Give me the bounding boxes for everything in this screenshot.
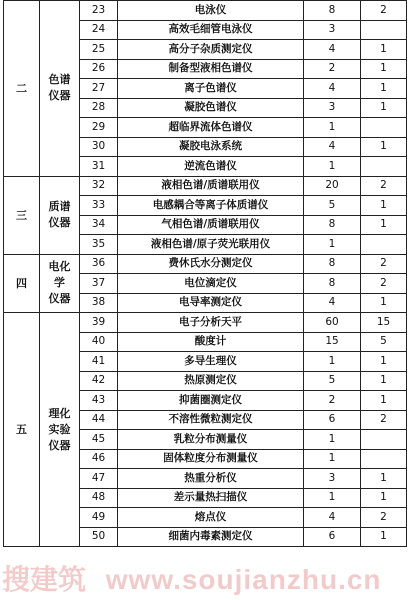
item-index: 24 [80,20,118,40]
quantity-a: 15 [304,332,361,352]
quantity-b [361,430,407,450]
instrument-name: 电导率测定仪 [118,293,304,313]
quantity-b: 1 [361,79,407,99]
quantity-a: 4 [304,508,361,528]
quantity-b: 1 [361,98,407,118]
item-index: 45 [80,430,118,450]
quantity-b: 1 [361,59,407,79]
quantity-b: 1 [361,488,407,508]
item-index: 38 [80,293,118,313]
instrument-name: 电感耦合等离子体质谱仪 [118,196,304,216]
watermark [0,560,409,600]
quantity-a: 8 [304,1,361,21]
quantity-a: 1 [304,430,361,450]
instrument-name: 热原测定仪 [118,371,304,391]
instrument-name: 液相色谱/质谱联用仪 [118,176,304,196]
instrument-name: 逆流色谱仪 [118,157,304,177]
item-index: 30 [80,137,118,157]
quantity-a: 2 [304,391,361,411]
quantity-a: 3 [304,469,361,489]
quantity-a: 4 [304,293,361,313]
table-row [4,254,407,274]
item-index: 28 [80,98,118,118]
quantity-a: 1 [304,352,361,372]
quantity-a: 4 [304,79,361,99]
instrument-name: 液相色谱/原子荧光联用仪 [118,235,304,255]
instrument-name: 多导生理仪 [118,352,304,372]
category-name [40,313,80,547]
quantity-b: 2 [361,410,407,430]
quantity-a: 4 [304,137,361,157]
quantity-a: 1 [304,449,361,469]
quantity-b [361,157,407,177]
quantity-b: 1 [361,371,407,391]
category-name-line: 学 [54,276,65,290]
quantity-b: 1 [361,196,407,216]
instrument-name: 差示量热扫描仪 [118,488,304,508]
instrument-name: 制备型液相色谱仪 [118,59,304,79]
category-name-line: 仪器 [48,216,71,229]
item-index: 26 [80,59,118,79]
item-index: 42 [80,371,118,391]
instrument-name: 乳粒分布测量仪 [118,430,304,450]
instrument-name: 电泳仪 [118,1,304,21]
instrument-name: 电子分析天平 [118,313,304,333]
item-index: 44 [80,410,118,430]
instrument-name: 固体粒度分布测量仪 [118,449,304,469]
category-name-line: 仪器 [48,438,71,452]
category-name-line: 理化 [48,406,71,420]
instrument-name: 气相色谱/质谱联用仪 [118,215,304,235]
category-name-line: 色谱 [48,73,71,87]
quantity-b: 2 [361,254,407,274]
instrument-name: 热重分析仪 [118,469,304,489]
instrument-name: 熔点仪 [118,508,304,528]
watermark-cn: 搜建筑 [2,563,87,596]
instrument-name: 离子色谱仪 [118,79,304,99]
category-name-line: 仪器 [48,89,71,103]
quantity-b: 2 [361,508,407,528]
item-index: 40 [80,332,118,352]
quantity-b: 15 [361,313,407,333]
item-index: 41 [80,352,118,372]
quantity-b: 1 [361,293,407,313]
quantity-b [361,235,407,255]
item-index: 29 [80,118,118,138]
instrument-name: 费休氏水分测定仪 [118,254,304,274]
quantity-a: 8 [304,254,361,274]
quantity-a: 6 [304,410,361,430]
quantity-b: 1 [361,40,407,60]
instrument-name: 超临界流体色谱仪 [118,118,304,138]
category-number: 五 [4,313,40,547]
quantity-b: 1 [361,137,407,157]
item-index: 47 [80,469,118,489]
item-index: 34 [80,215,118,235]
quantity-a: 1 [304,488,361,508]
quantity-b: 1 [361,215,407,235]
table-row [4,176,407,196]
item-index: 35 [80,235,118,255]
category-number: 三 [4,176,40,254]
item-index: 37 [80,274,118,294]
instrument-table [3,0,407,547]
item-index: 50 [80,527,118,547]
watermark-url: www.soujianzhu.cn [105,564,382,595]
item-index: 36 [80,254,118,274]
category-name [40,254,80,313]
quantity-a: 5 [304,196,361,216]
item-index: 25 [80,40,118,60]
instrument-name: 凝胶色谱仪 [118,98,304,118]
quantity-b [361,20,407,40]
quantity-b: 2 [361,1,407,21]
category-number: 四 [4,254,40,313]
item-index: 49 [80,508,118,528]
quantity-a: 4 [304,40,361,60]
item-index: 27 [80,79,118,99]
item-index: 48 [80,488,118,508]
instrument-table-container [3,0,406,547]
instrument-name: 高效毛细管电泳仪 [118,20,304,40]
quantity-b: 5 [361,332,407,352]
quantity-a: 1 [304,118,361,138]
quantity-b [361,118,407,138]
category-name-line: 电化 [48,260,71,274]
instrument-name: 不溶性微粒测定仪 [118,410,304,430]
item-index: 39 [80,313,118,333]
instrument-name: 酸度计 [118,332,304,352]
instrument-name: 电位滴定仪 [118,274,304,294]
quantity-a: 5 [304,371,361,391]
quantity-b: 2 [361,274,407,294]
item-index: 33 [80,196,118,216]
item-index: 32 [80,176,118,196]
quantity-a: 2 [304,59,361,79]
item-index: 31 [80,157,118,177]
category-name [40,1,80,177]
item-index: 43 [80,391,118,411]
quantity-a: 8 [304,274,361,294]
table-row [4,313,407,333]
instrument-name: 细菌内毒素测定仪 [118,527,304,547]
quantity-b: 1 [361,527,407,547]
instrument-name: 高分子杂质测定仪 [118,40,304,60]
quantity-a: 8 [304,215,361,235]
quantity-b: 1 [361,391,407,411]
category-name-line: 质谱 [48,200,71,213]
instrument-name: 凝胶电泳系统 [118,137,304,157]
table-row [4,1,407,21]
quantity-b: 1 [361,352,407,372]
quantity-a: 20 [304,176,361,196]
item-index: 46 [80,449,118,469]
quantity-a: 1 [304,157,361,177]
quantity-b [361,449,407,469]
quantity-b: 2 [361,176,407,196]
category-name [40,176,80,254]
quantity-b: 1 [361,469,407,489]
quantity-a: 6 [304,527,361,547]
category-name-line: 实验 [48,422,71,436]
quantity-a: 3 [304,20,361,40]
category-name-line: 仪器 [48,292,71,306]
quantity-a: 3 [304,98,361,118]
quantity-a: 1 [304,235,361,255]
instrument-name: 抑菌圈测定仪 [118,391,304,411]
item-index: 23 [80,1,118,21]
instrument-table-body [4,1,407,547]
quantity-a: 60 [304,313,361,333]
category-number: 二 [4,1,40,177]
